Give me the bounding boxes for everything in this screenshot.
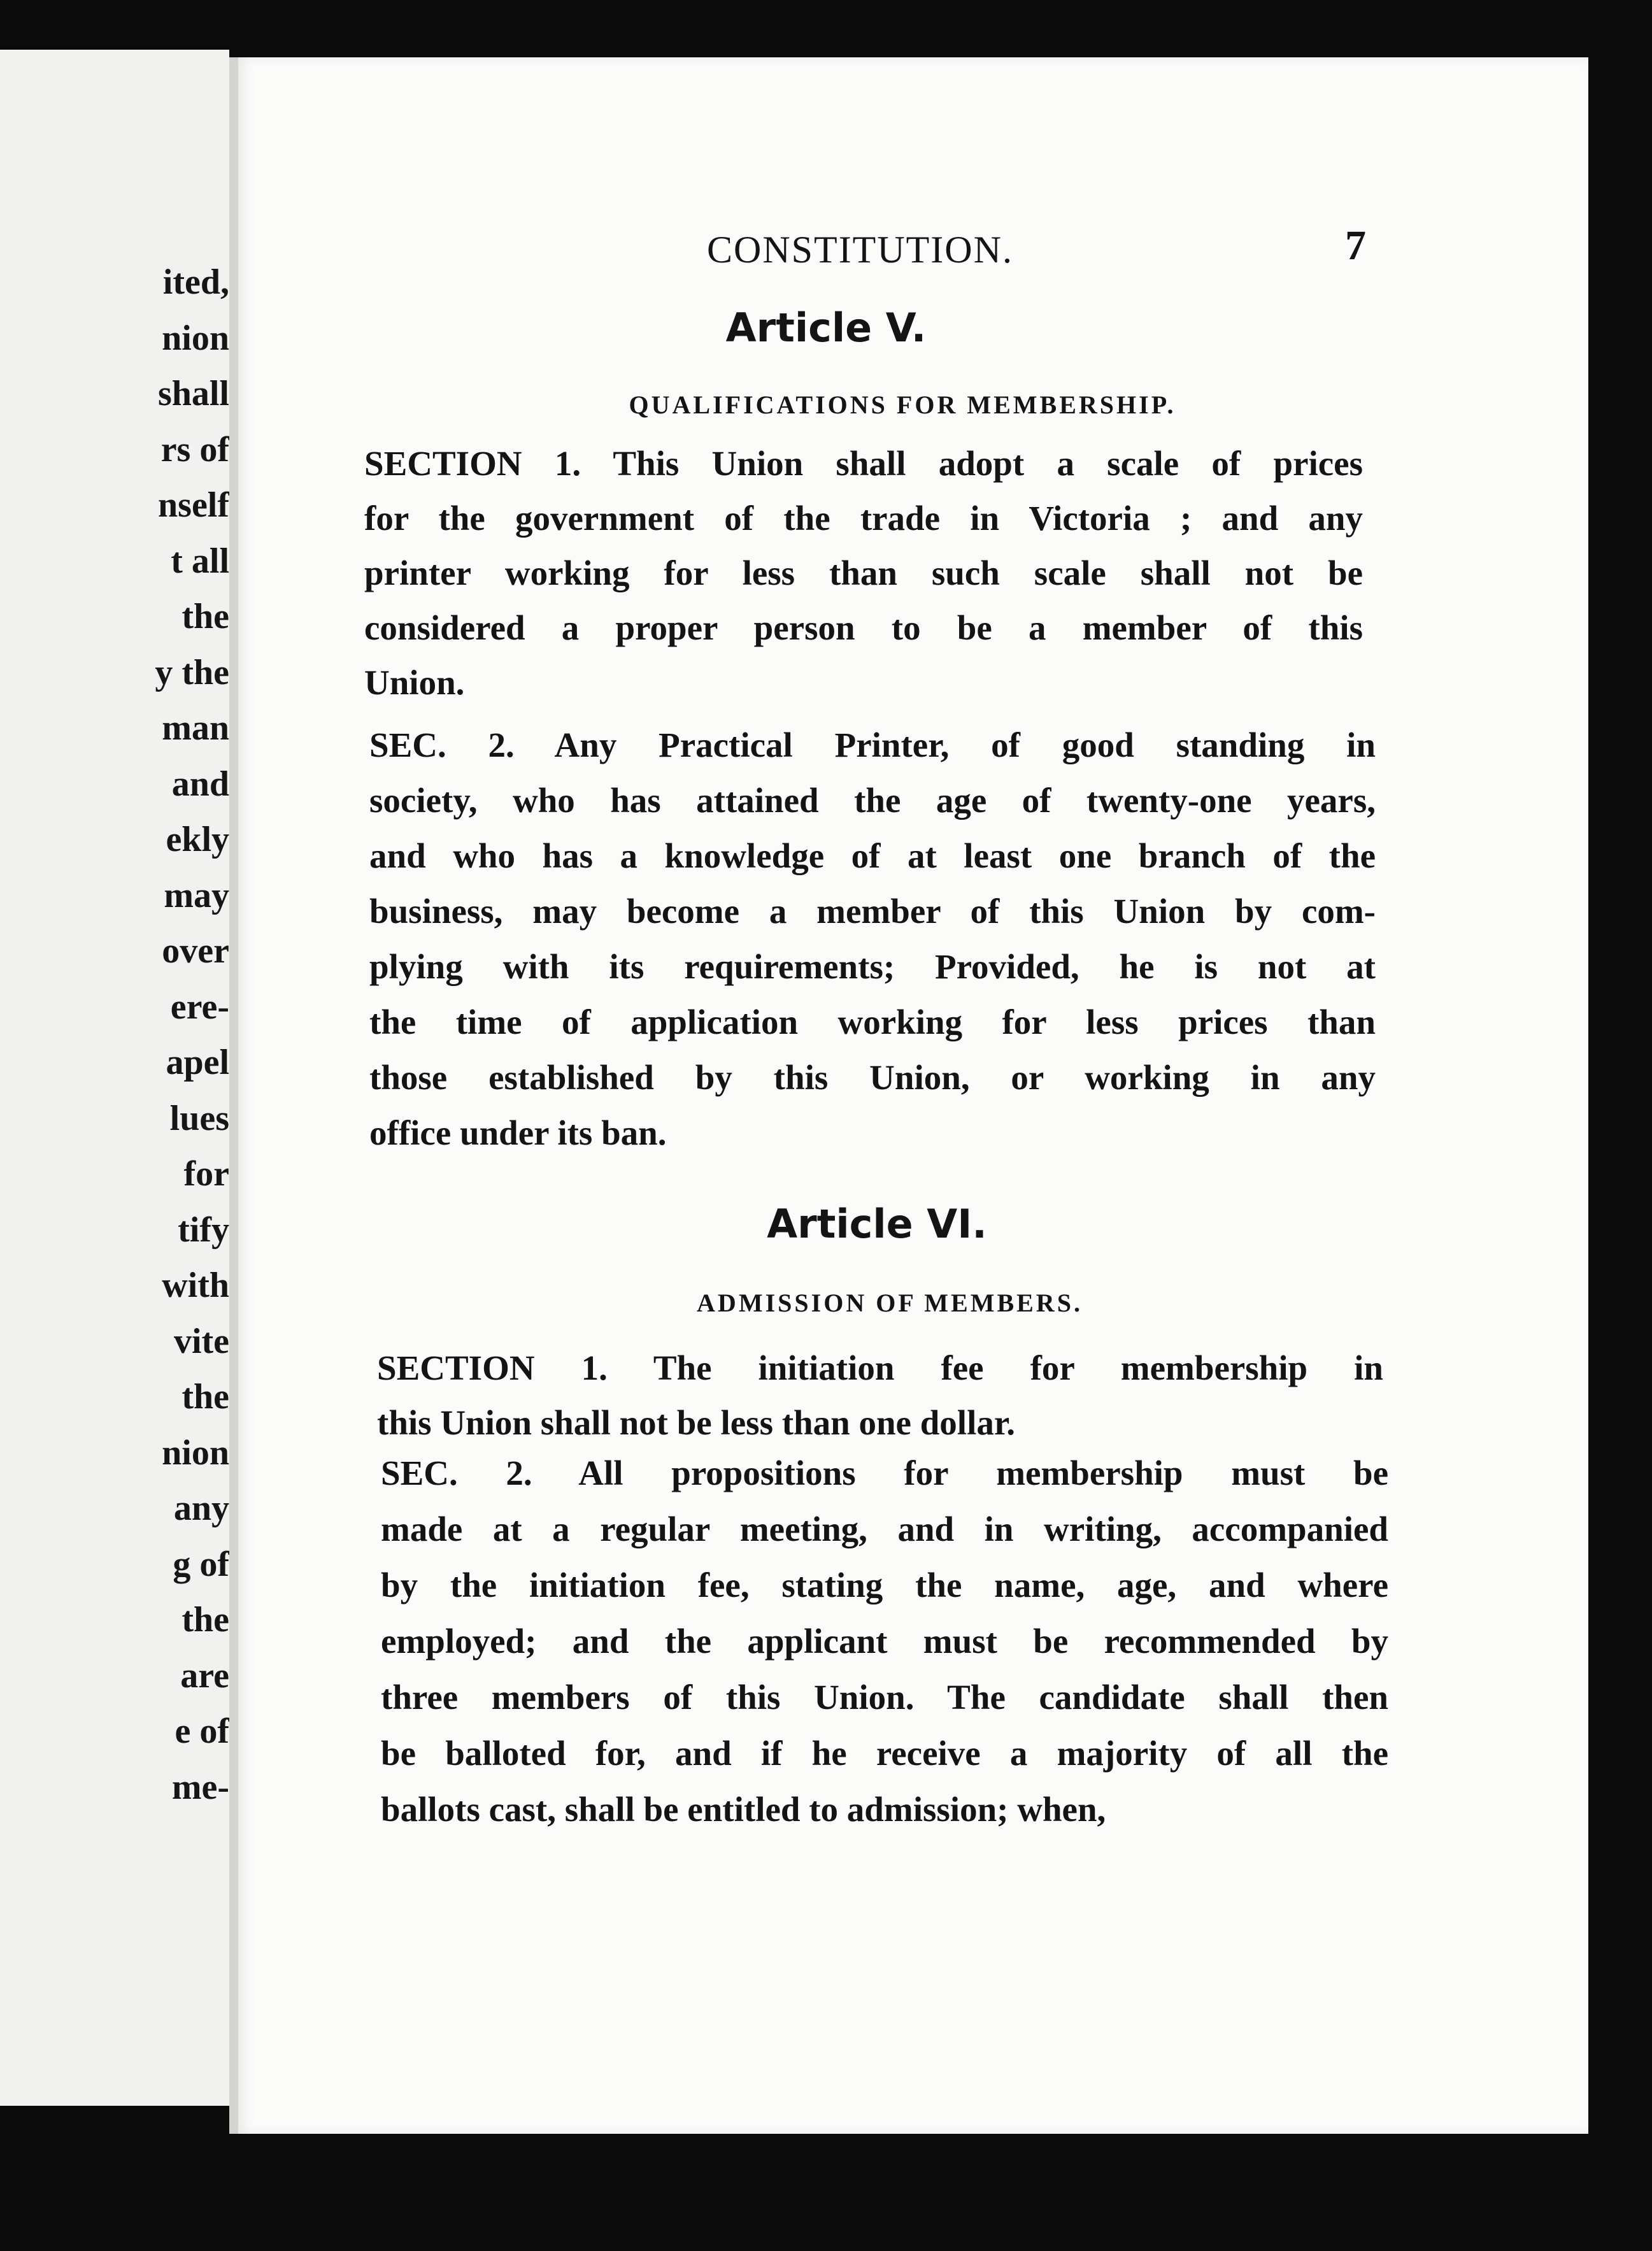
text-line: by the initiation fee, stating the name, age, and where [381,1566,1388,1604]
left-page-fragment: nion [162,1433,229,1473]
left-page-fragment: are [180,1655,229,1696]
text-line: plying with its requirements; Provided, he is not at [369,947,1376,986]
left-page-fragment: the [182,597,229,636]
article-v-subtitle: QUALIFICATIONS FOR MEMBERSHIP. [629,390,1176,419]
left-page-fragment: the [182,1377,229,1417]
left-page-fragment: g of [173,1544,229,1584]
text-line: printer working for less than such scale shall not be [364,554,1363,592]
left-page-fragment: ere- [170,987,229,1027]
text-line: considered a proper person to be a member of this [364,608,1363,647]
left-page-fragment: over [162,931,229,971]
text-line: business, may become a member of this Union by com- [369,892,1376,931]
left-page-fragment: apel [166,1043,229,1082]
text-line: those established by this Union, or working in any [369,1058,1376,1097]
left-page-fragment: for [183,1154,229,1194]
text-line: office under its ban. [369,1113,667,1152]
text-line: employed; and the applicant must be recommended by [381,1622,1388,1661]
left-page-fragment: me- [171,1767,229,1807]
text-line: Union. [364,663,465,702]
text-line: ballots cast, shall be entitled to admission; when, [381,1790,1106,1829]
left-page-fragment: rs of [160,429,229,469]
left-page-fragment: any [173,1489,229,1528]
text-line: SEC. 2. Any Practical Printer, of good standing in [369,725,1376,764]
left-page-fragment: vite [173,1321,229,1361]
text-line: be balloted for, and if he receive a majority of all the [381,1734,1388,1773]
text-line: the time of application working for less prices than [369,1003,1376,1041]
left-page-fragment: ited, [162,262,229,302]
left-page-fragment: may [164,875,229,915]
left-page-fragment: the [182,1600,229,1640]
left-page-fragment: shall [157,374,229,413]
article-vi-subtitle: ADMISSION OF MEMBERS. [697,1289,1083,1317]
left-page-fragment: e of [174,1711,229,1751]
left-page-edge [0,50,229,2106]
left-page-fragment: y the [155,652,229,692]
text-line: SECTION 1. The initiation fee for membership in [377,1348,1383,1387]
left-page-fragment: t all [171,541,229,581]
running-title: CONSTITUTION. [707,229,1013,271]
left-page-fragment: nion [162,318,229,358]
left-page-fragment: nself [158,485,229,525]
article-v-title: Article V. [725,304,927,351]
text-line: made at a regular meeting, and in writing, accompanied [381,1510,1388,1548]
left-page-fragment: with [162,1266,229,1305]
text-line: SEC. 2. All propositions for membership must be [381,1454,1388,1492]
text-line: and who has a knowledge of at least one branch of the [369,836,1376,875]
text-line: for the government of the trade in Victoria ; and any [364,499,1363,538]
left-page-fragment: ekly [166,820,229,859]
page-number: 7 [1345,222,1366,269]
left-page-fragment: man [162,708,229,748]
text-line: this Union shall not be less than one dollar. [377,1403,1015,1442]
left-page-fragment: lues [169,1098,229,1138]
article-vi-title: Article VI. [767,1201,987,1247]
text-line: three members of this Union. The candidate shall then [381,1678,1388,1717]
left-page-fragment: and [171,764,229,804]
text-line: society, who has attained the age of twenty-one years, [369,781,1376,820]
left-page-fragment: tify [178,1210,229,1250]
text-line: SECTION 1. This Union shall adopt a scale of prices [364,444,1363,483]
